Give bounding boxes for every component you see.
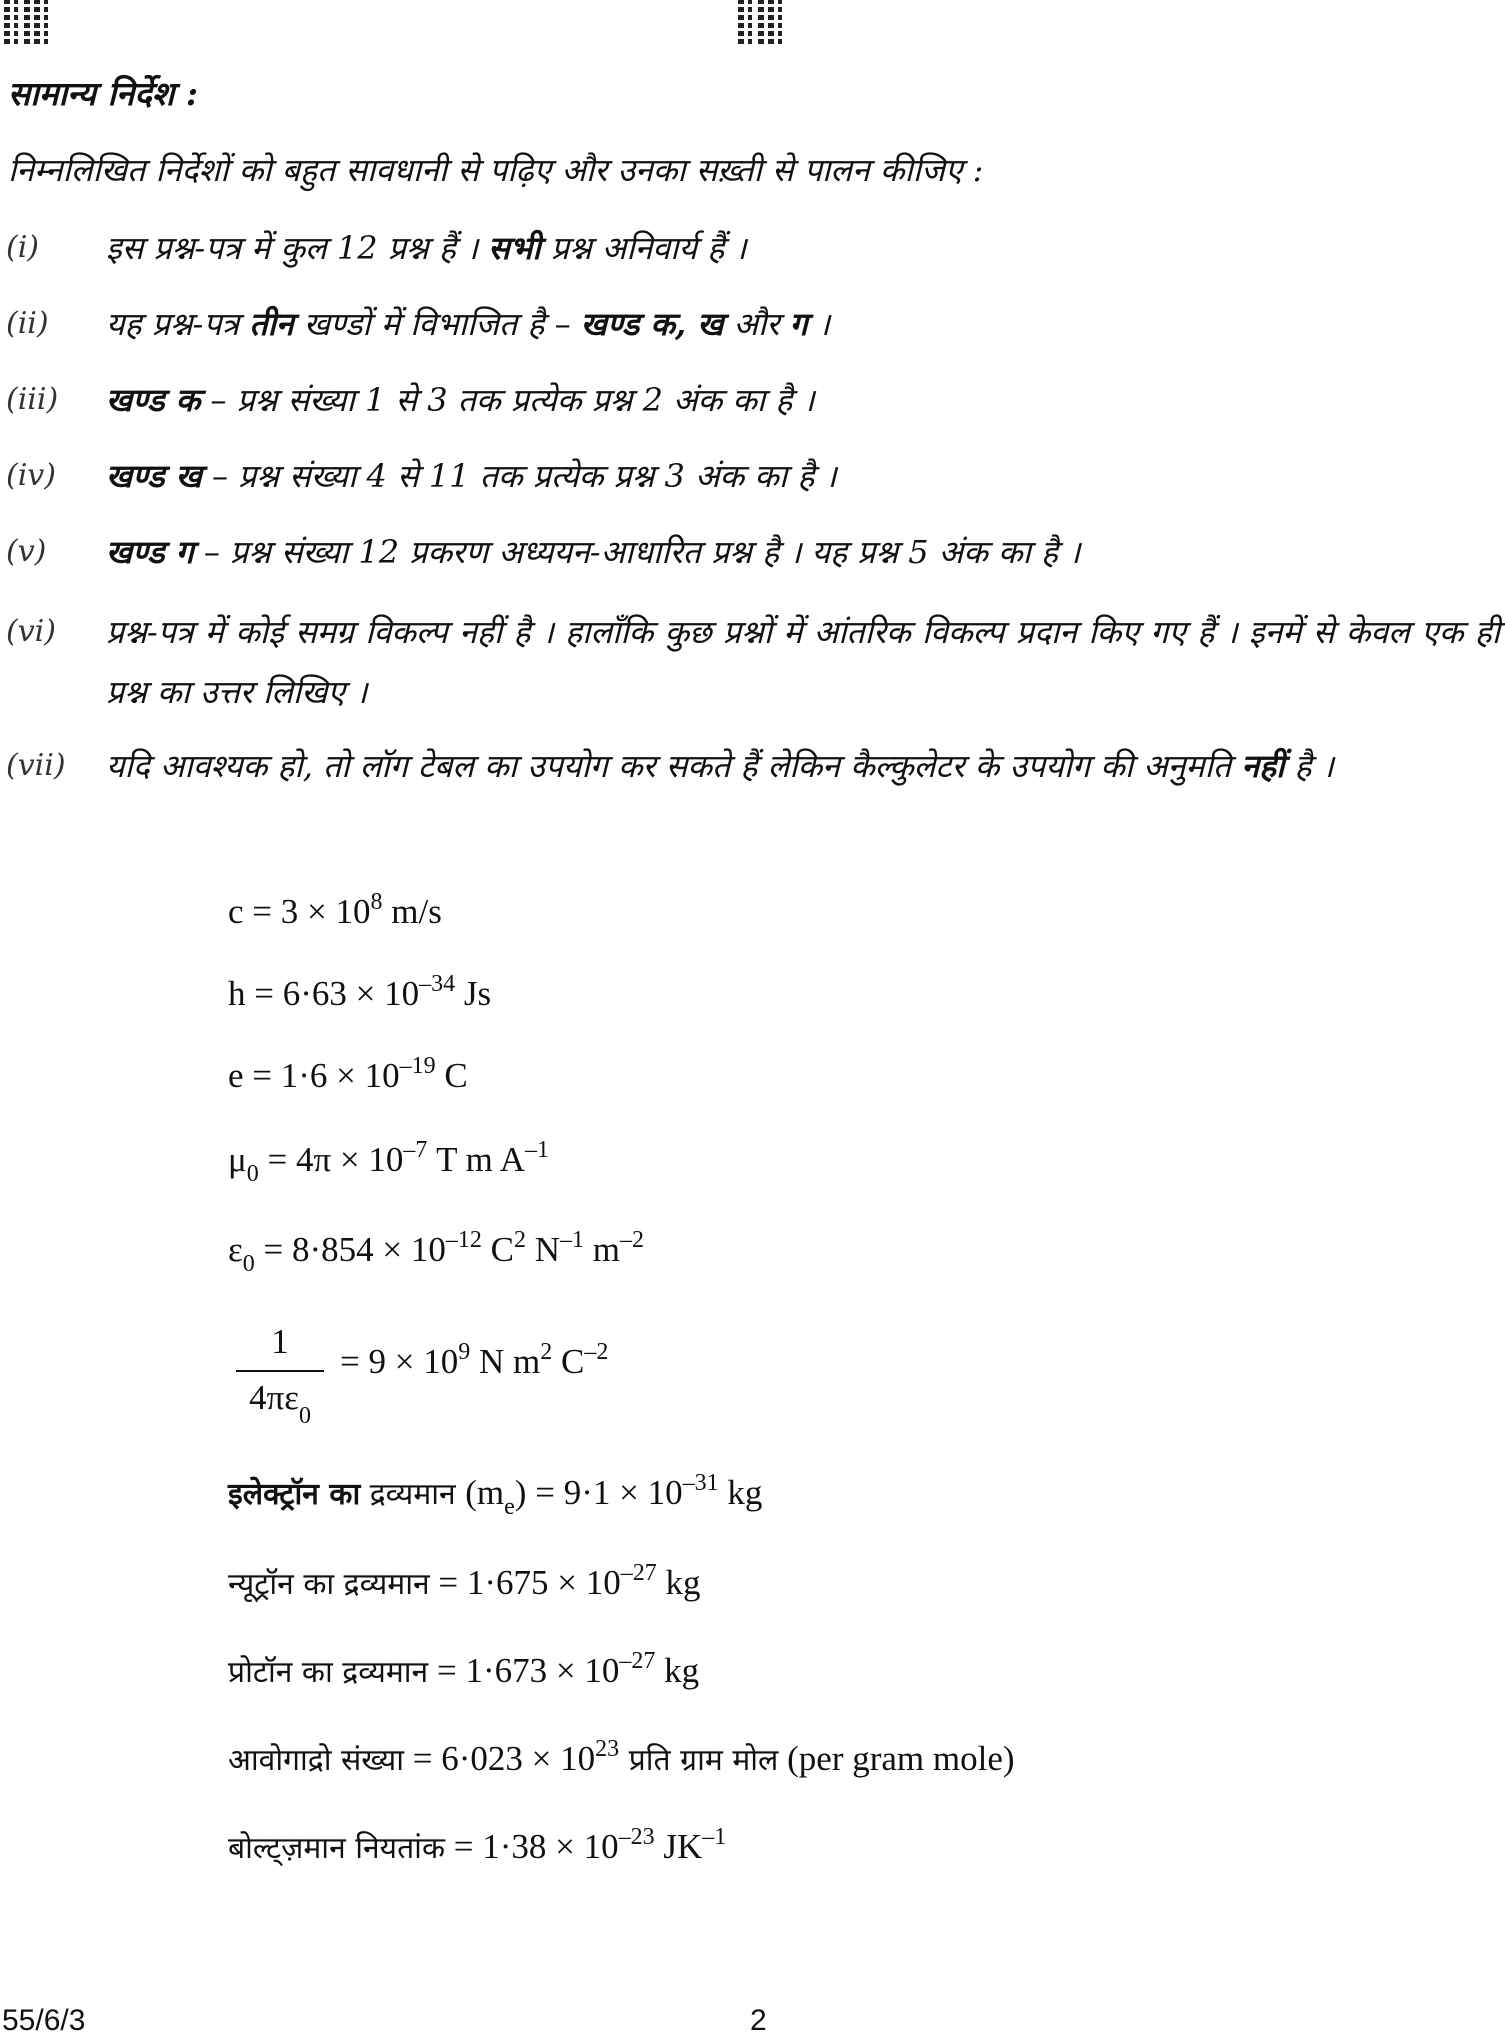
constant-neutron-mass: न्यूट्रॉन का द्रव्यमान = $1\cdot 675 \times 10^{-27}$ kg [228,1560,701,1602]
constant-planck: $h = 6\cdot 63 \times 10^{-34}$ Js [228,971,492,1013]
instruction-text: इस प्रश्न-पत्र में कुल 12 प्रश्न हैं । सभी प्रश्न अनिवार्य हैं । [106,229,747,267]
instruction-text: यह प्रश्न-पत्र तीन खण्डों में विभाजित है – खण्ड क, ख और ग । [106,305,830,343]
instruction-text: खण्ड ग – प्रश्न संख्या 12 प्रकरण अध्ययन-आधारित प्रश्न है । यह प्रश्न 5 अंक का है । [106,533,1081,571]
instruction-number: (i) [6,230,40,265]
coulomb-fraction: 1 $4\pi\varepsilon_0$ [236,1322,324,1418]
constant-electron-charge: $e = 1\cdot 6 \times 10^{-19}$ C [228,1053,468,1095]
section-heading: सामान्य निर्देश : [8,74,198,113]
instruction-number: (v) [6,534,47,569]
instruction-number: (iv) [6,458,56,493]
constant-proton-mass: प्रोटॉन का द्रव्यमान = $1\cdot 673 \times 10^{-27}$ kg [228,1648,700,1690]
instruction-number: (iii) [6,382,59,417]
constant-avogadro: आवोगाद्रो संख्या = $6\cdot 023 \times 10^{23}$ प्रति ग्राम मोल (per gram mole) [228,1736,1015,1778]
paper-code: 55/6/3 [2,2004,86,2037]
instruction-text: प्रश्न-पत्र में कोई समग्र विकल्प नहीं है । हालाँकि कुछ प्रश्नों में आंतरिक विकल्प प्रदान किए गए हैं । इनमें से केवल एक ही प्रश्न का उत्तर लिखिए । [106,613,1500,711]
constant-epsilon0: $\varepsilon_0 = 8\cdot 854 \times 10^{-12}$ $C^2$ $N^{-1}$ $m^{-2}$ [228,1227,644,1277]
instruction-number: (vii) [6,748,66,783]
qr-code-icon [738,0,782,44]
constant-speed-of-light: $c = 3 \times 10^8$ m/s [228,889,442,931]
fraction-bar [236,1370,324,1372]
constant-electron-mass: इलेक्ट्रॉन का द्रव्यमान $(m_e) = 9\cdot 1 \times 10^{-31}$ kg [228,1470,763,1520]
instruction-text: खण्ड क – प्रश्न संख्या 1 से 3 तक प्रत्येक प्रश्न 2 अंक का है । [106,381,815,419]
constant-coulomb: = $9 \times 10^9$ N $m^2$ $C^{-2}$ [340,1339,609,1381]
instruction-number: (ii) [6,306,49,341]
instruction-text: यदि आवश्यक हो, तो लॉग टेबल का उपयोग कर सकते हैं लेकिन कैल्कुलेटर के उपयोग की अनुमति नहीं है । [106,747,1334,785]
intro-text: निम्नलिखित निर्देशों को बहुत सावधानी से पढ़िए और उनका सख़्ती से पालन कीजिए : [8,151,984,189]
instruction-number: (vi) [6,614,56,649]
page-number: 2 [750,2004,767,2037]
qr-code-icon [4,0,48,44]
instruction-text: खण्ड ख – प्रश्न संख्या 4 से 11 तक प्रत्येक प्रश्न 3 अंक का है । [106,457,837,495]
constant-boltzmann: बोल्ट्ज़मान नियतांक = $1\cdot 38 \times 10^{-23}$ $JK^{-1}$ [228,1824,727,1866]
constant-mu0: $\mu_0 = 4\pi \times 10^{-7}$ T m $A^{-1}$ [228,1137,549,1187]
